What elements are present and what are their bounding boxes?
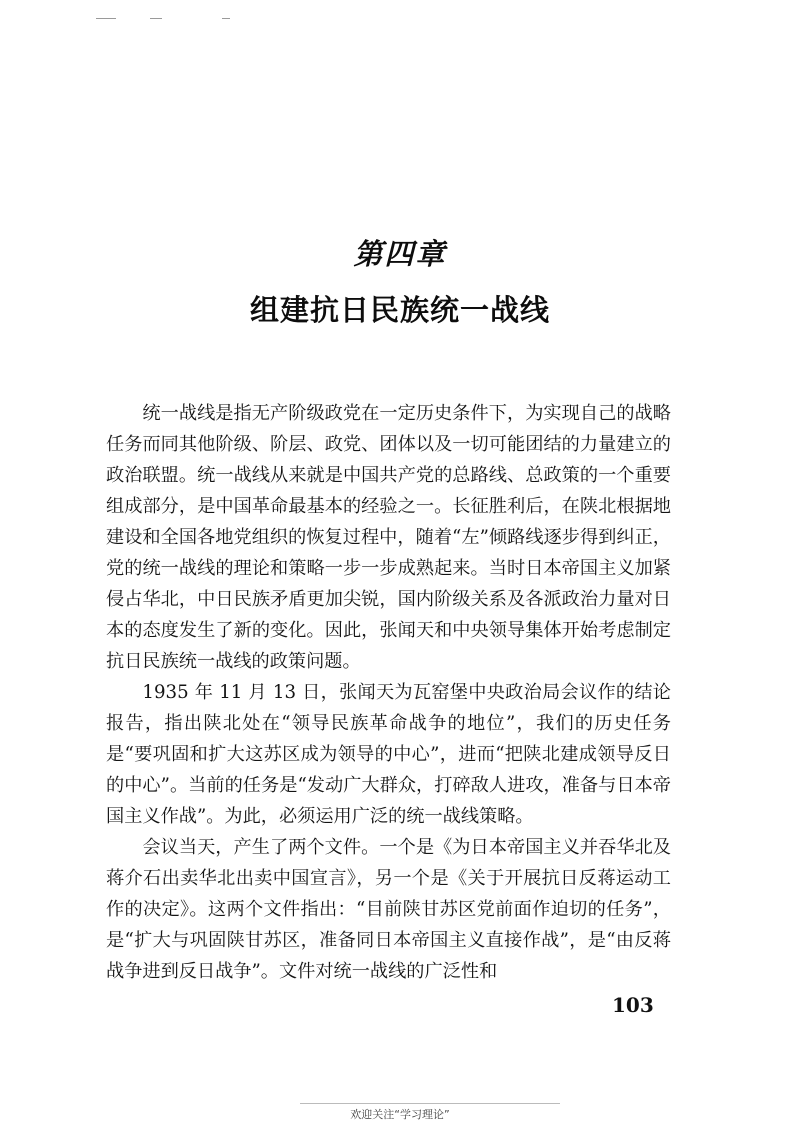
paragraph: 统一战线是指无产阶级政党在一定历史条件下，为实现自己的战略任务而同其他阶级、阶层、政党、团体以及一切可能团结的力量建立的政治联盟。统一战线从来就是中国共产党的总路线、总政策的一个重要组成部分，是中国革命最基本的经验之一。长征胜利后，在陕北根据地建设和全国各地党组织的恢复过程中，随着“左”倾路线逐步得到纠正，党的统一战线的理论和策略一步一步成熟起来。当时日本帝国主义加紧侵占华北，中日民族矛盾更加尖锐，国内阶级关系及各派政治力量对日本的态度发生了新的变化。因此，张闻天和中央领导集体开始考虑制定抗日民族统一战线的政策问题。 xyxy=(106,403,671,672)
scan-artifact xyxy=(222,18,230,19)
paragraph: 会议当天，产生了两个文件。一个是《为日本帝国主义并吞华北及蒋介石出卖华北出卖中国宣言》，另一个是《关于开展抗日反蒋运动工作的决定》。这两个文件指出：“目前陕甘苏区党前面作迫切的任务”，是“扩大与巩固陕甘苏区，准备同日本帝国主义直接作战”，是“由反蒋战争进到反日战争”。文件对统一战线的广泛性和 xyxy=(106,837,671,982)
chapter-title: 组建抗日民族统一战线 xyxy=(249,293,550,327)
watermark-text: 欢迎关注“学习理论” xyxy=(350,1108,450,1121)
paragraph: 1935 年 11 月 13 日，张闻天为瓦窑堡中央政治局会议作的结论报告，指出陕北处在“领导民族革命战争的地位”，我们的历史任务是“要巩固和扩大这苏区成为领导的中心”，进而“把陕北建成领导反日的中心”。当前的任务是“发动广大群众，打碎敌人进攻，准备与日本帝国主义作战”。为此，必须运用广泛的统一战线策略。 xyxy=(106,682,671,827)
scan-artifact xyxy=(150,18,162,19)
chapter-label: 第四章 xyxy=(353,237,447,271)
page-number: 103 xyxy=(612,993,654,1017)
scan-artifact xyxy=(96,18,116,19)
body-text xyxy=(106,398,671,987)
footer-divider xyxy=(300,1103,560,1104)
